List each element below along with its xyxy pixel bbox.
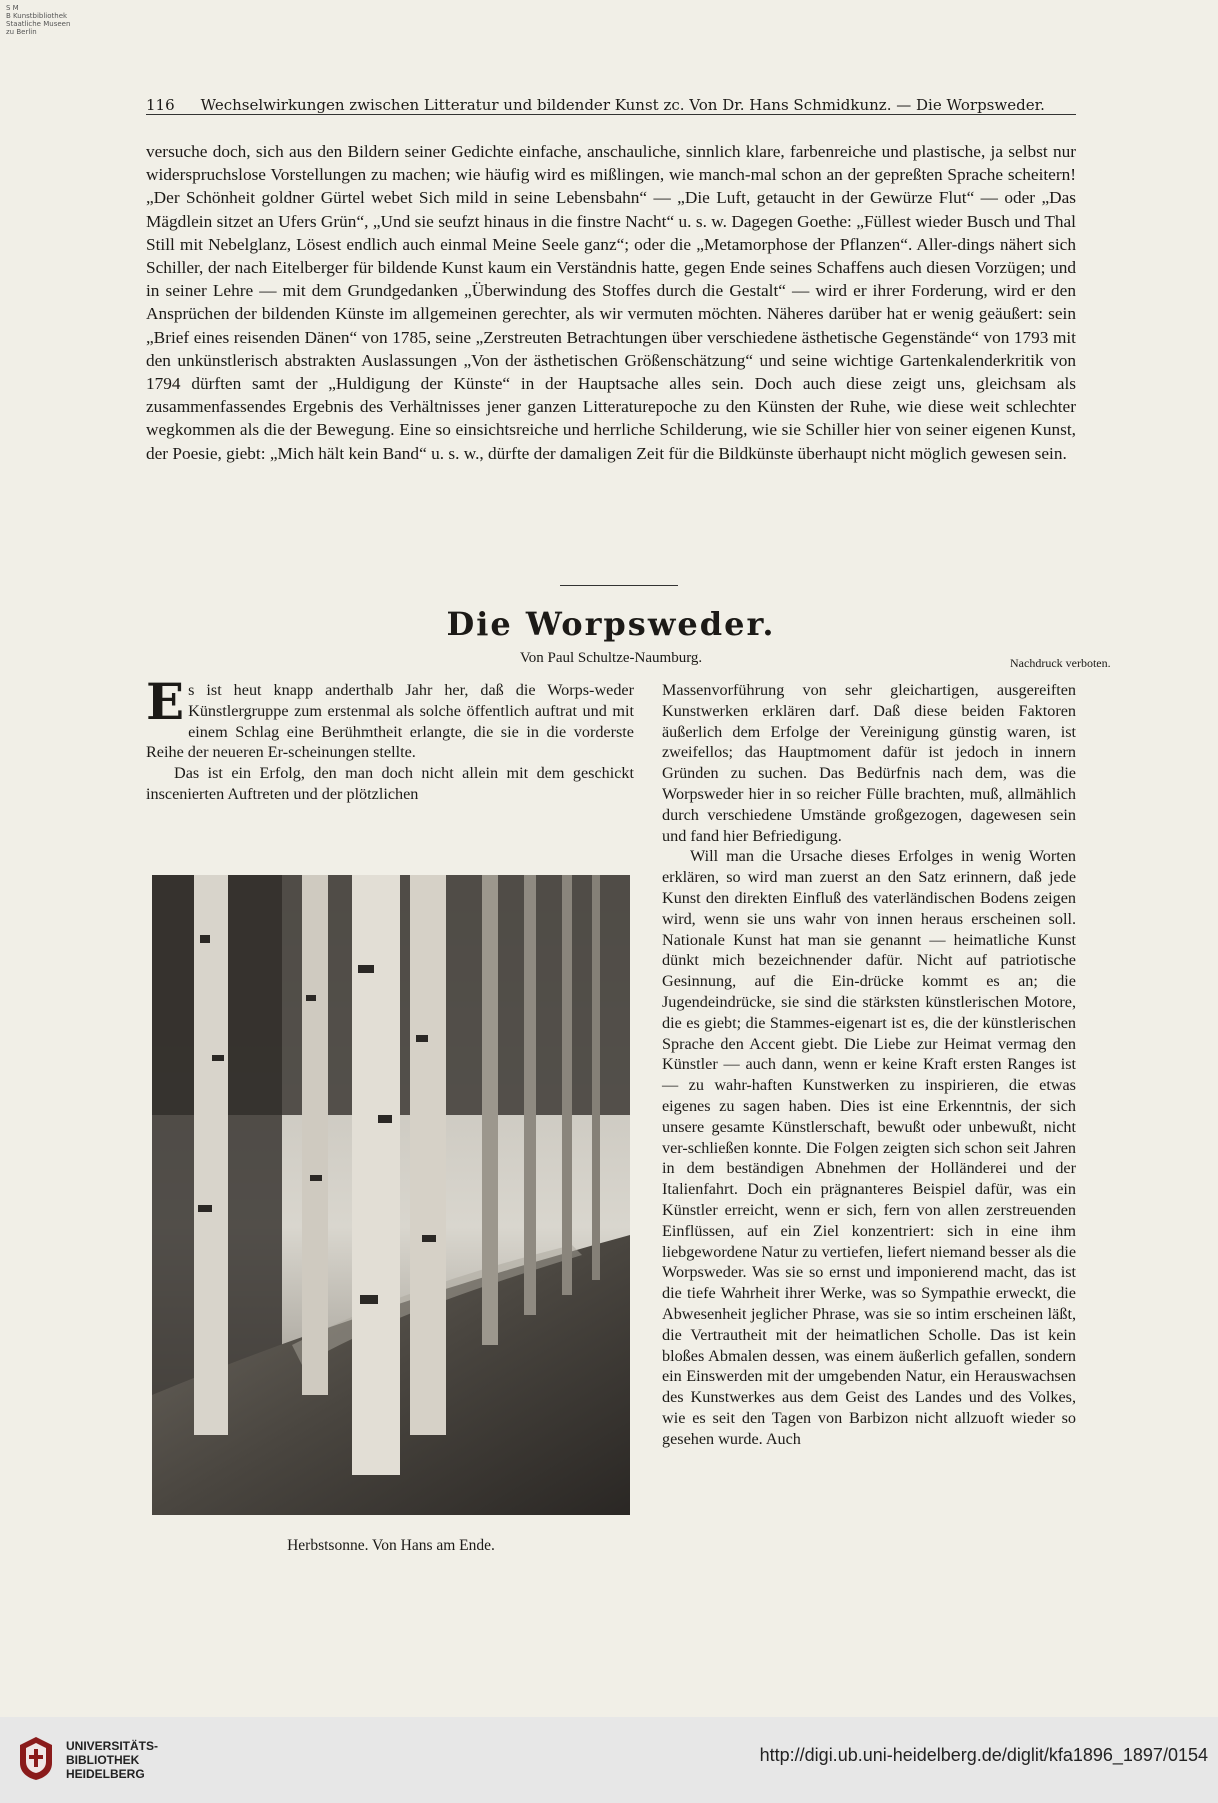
library-name-line: BIBLIOTHEK	[66, 1753, 140, 1767]
collection-stamp	[6, 4, 70, 36]
stamp-line: zu Berlin	[6, 28, 37, 36]
intro-paragraph: versuche doch, sich aus den Bildern seiner Gedichte einfache, anschauliche, sinnlich klare, farbenreiche und plastische, ja selbst nur widerspruchslose Vorstellungen zu machen; wie häufig wird es mißlingen, wie manch-mal schon an der gepreßten Sprache scheitern! „Der Schönheit goldner Gürtel webet Sich mild in seine Lebensbahn“ — „Die Luft, getaucht in der Gewürze Flut“ — oder „Das Mägdlein sitzet an Ufers Grün“, „Und sie seufzt hinaus in die finstre Nacht“ u. s. w. Dagegen Goethe: „Füllest wieder Busch und Thal Still mit Nebelglanz, Lösest endlich auch einmal Meine Seele ganz“; oder die „Metamorphose der Pflanzen“. Aller-dings nähert sich Schiller, der nach Eitelberger für bildende Kunst kaum ein Verständnis hatte, gegen Ende seines Schaffens auch diesen Vorzügen; und in seiner Lehre — mit dem Grundgedanken „Überwindung des Stoffes durch die Gestalt“ — wird er ihrer Forderung, wird er den Ansprüchen der bildenden Künste im allgemeinen gerechter, als wir vermuten möchten. Näheres darüber hat er wenig geäußert: sein „Brief eines reisenden Dänen“ von 1785, seine „Zerstreuten Betrachtungen über verschiedene ästhetische Gegenstände“ von 1793 mit den unkünstlerisch abstrakten Auslassungen „Von der ästhetischen Größenschätzung“ und seine wichtige Gartenkalenderkritik von 1794 dürften samt der „Huldigung der Künste“ in der Hauptsache alles sein. Doch auch diese zeigt uns, gleichsam als zusammenfassendes Ergebnis des Verhältnisses jener ganzen Litteraturepoche zu den Künsten der Ruhe, wie diese weit schlechter wegkommen als die der Bewegung. Eine so einsichtsreiche und herrliche Schilderung, wie sie Schiller hier von seiner eigenen Kunst, der Poesie, giebt: „Mich hält kein Band“ u. s. w., dürfte der damaligen Zeit für die Bildkünste überhaupt nicht möglich gewesen sein.	[146, 142, 1076, 463]
section-divider	[560, 585, 678, 586]
paragraph: Das ist ein Erfolg, den man doch nicht allein mit dem geschickt inscenierten Auftreten und der plötzlichen	[146, 764, 634, 803]
permalink-url[interactable]: http://digi.ub.uni-heidelberg.de/diglit/kfa1896_1897/0154	[759, 1745, 1208, 1765]
library-footer	[0, 1717, 1218, 1803]
birch-forest-illustration	[152, 875, 630, 1515]
illustration-artwork	[152, 875, 630, 1515]
article-byline: Von Paul Schultze-Naumburg.	[519, 650, 703, 666]
copyright-note: Nachdruck verboten.	[1010, 656, 1111, 670]
stamp-line: S M	[6, 4, 19, 12]
paragraph: Massenvorführung von sehr gleichartigen, ausgereiften Kunstwerken erklären darf. Daß diese beiden Faktoren äußerlich dem Erfolge der Vereinigung günstig waren, ist zweifellos; das Hauptmoment dafür ist jedoch in innern Gründen zu suchen. Das Bedürfnis nach dem, was die Worpsweder hier in so reicher Fülle brachten, muß, allmählich durch verschiedene Umstände großgezogen, dagewesen sein und fand hier Befriedigung.	[662, 681, 1076, 845]
article-title: Die Worpsweder.	[446, 605, 776, 643]
page-number: 116	[146, 96, 175, 114]
figure-caption: Herbstsonne. Von Hans am Ende.	[287, 1537, 495, 1554]
paragraph	[146, 672, 634, 763]
library-name-line: HEIDELBERG	[66, 1767, 145, 1781]
drop-cap: E	[146, 672, 185, 731]
running-header	[146, 90, 1076, 115]
intro-paragraph-block	[146, 140, 1076, 465]
left-column	[146, 672, 634, 805]
university-seal-icon	[18, 1735, 54, 1781]
right-column	[662, 680, 1076, 1449]
library-name-line: UNIVERSITÄTS-	[66, 1739, 159, 1753]
stamp-line: B Kunstbibliothek	[6, 12, 68, 20]
paragraph-text: s ist heut knapp anderthalb Jahr her, daß die Worps-weder Künstlergruppe zum erstenmal als solche öffentlich auftrat und mit einem Schlag eine Berühmtheit erlangte, die sie in die vorderste Reihe der neueren Er-scheinungen stellte.	[146, 681, 634, 762]
library-name	[66, 1739, 158, 1781]
paragraph: Will man die Ursache dieses Erfolges in wenig Worten erklären, so wird man zuerst an den Satz erinnern, daß jede Kunst den direkten Einfluß des vaterländischen Bodens zeigen wird, wenn sie uns wahr von innen heraus erscheinen soll. Nationale Kunst hat man sie genannt — heimatliche Kunst dünkt mich bezeichnender dafür. Nicht auf patriotische Gesinnung, auf die Ein-drücke kommt es an; die Jugendeindrücke, sie sind die stärksten künstlerischen Motore, die es giebt; die Stammes-eigenart ist es, die der künstlerischen Sprache den Accent giebt. Die Liebe zur Heimat vermag den Künstler — auch dann, wenn er keine Kraft ersten Ranges ist — zu wahr-haften Kunstwerken zu inspirieren, die etwas eigenes zu sagen haben. Dies ist eine Erkenntnis, der sich unsere gesamte Künstlerschaft, bewußt oder unbewußt, nicht ver-schließen konnte. Die Folgen zeigten sich schon seit Jahren in dem beständigen Abnehmen der Holländerei und der Italienfahrt. Doch ein prägnanteres Beispiel dafür, was ein Künstler erreicht, wenn er sich, fern von allen zerstreuenden Einflüssen, auf ein Ziel konzentriert: sich in eine ihm liebgewordene Natur zu vertiefen, liefert niemand besser als die Worpsweder. Was sie so ernst und imponierend macht, das ist die tiefe Wahrheit ihrer Werke, was so Sympathie erweckt, die Abwesenheit jeglicher Phrase, was sie so intim erscheinen läßt, die Vertrautheit mit der heimatlichen Scholle. Das ist kein bloßes Abmalen dessen, was einem äußerlich gefallen, sondern ein Einswerden mit der umgebenden Natur, ein Herauswachsen des Kunstwerkes aus dem Geist des Landes und des Volkes, wie es seit den Tagen von Barbizon nicht allzuoft wieder so gesehen wurde. Auch	[662, 847, 1076, 1448]
stamp-line: Staatliche Museen	[6, 20, 71, 28]
running-title: Wechselwirkungen zwischen Litteratur und bildender Kunst zc. Von Dr. Hans Schmidkunz. — Die Worpsweder.	[200, 96, 1045, 114]
